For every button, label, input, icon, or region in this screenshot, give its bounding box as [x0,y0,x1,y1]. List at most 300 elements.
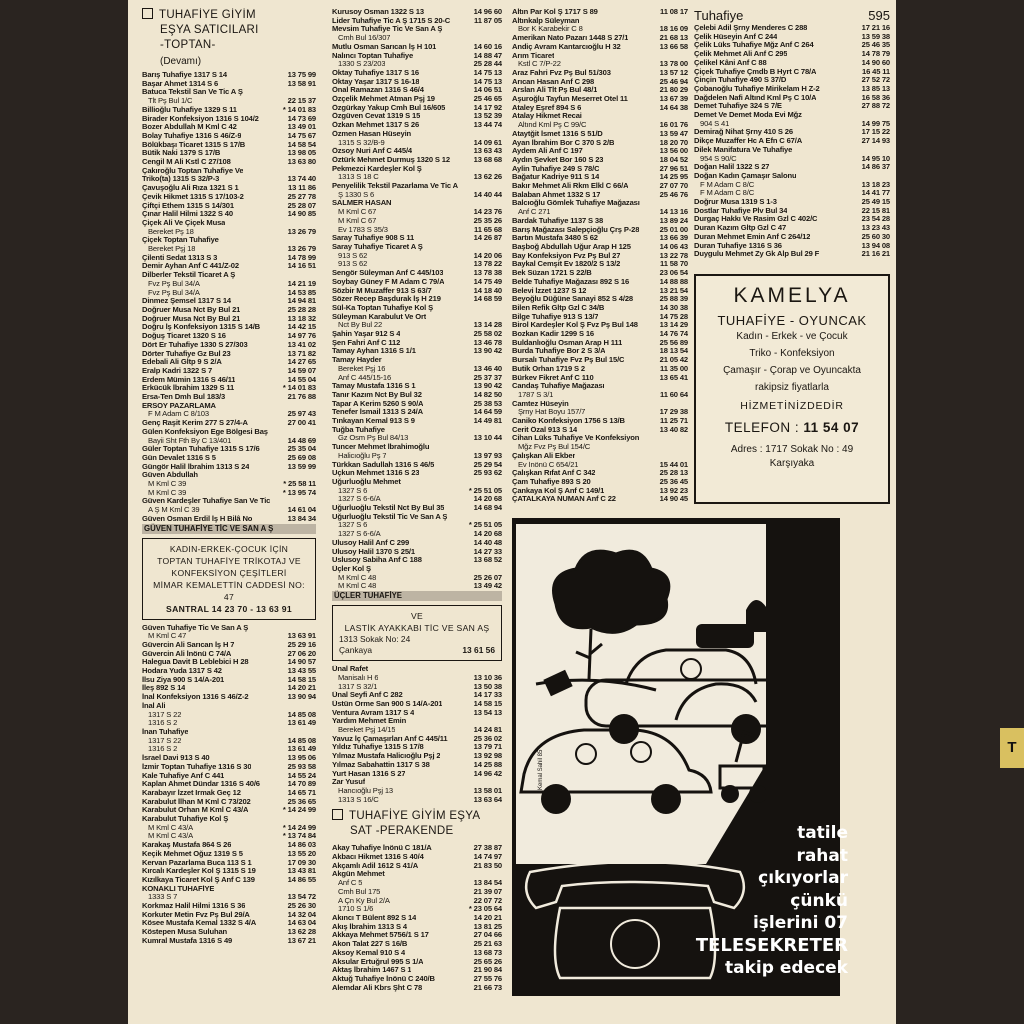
listing-name: Soybay Güney F M Adam C 79/A [332,277,445,286]
listing-phone: 13 89 24 [659,215,688,225]
listing-name: 1327 S 6 [338,521,368,530]
listing-name: F M Adam C 8/C [700,180,755,189]
listing-phone: 14 70 89 [287,779,316,789]
listing-entry [512,434,688,443]
listing-phone: 25 46 76 [659,189,688,199]
listing-name: Gülen Konfeksiyon Ege Bölgesi Baş [142,427,268,436]
listing-entry [694,120,890,129]
listing-name: Aktaş İbrahim 1467 S 1 [332,966,412,975]
listing-phone: 25 56 89 [659,337,688,347]
ad-service: HİZMETİNİZDEDİR [740,400,844,412]
running-header [694,8,890,23]
ad-phone: 13 61 56 [462,645,495,656]
listing-name: Duran Tuhafiye 1316 S 36 [694,241,782,250]
listing-entry [142,806,316,815]
listing-phone: 21 80 29 [659,85,688,95]
listing-entry [142,719,316,728]
listing-name: Zar Yusuf [332,778,366,787]
listing-phone: 13 92 23 [659,485,688,495]
listing-name: Karabulut Tuhafiye Kol Ş [142,815,229,824]
listing-name: Alemdar Ali Kbrs Şht C 78 [332,983,423,992]
listing-phone: 13 44 74 [473,120,502,130]
listing-name: Camtez Hüseyin [512,399,569,408]
listing-phone: 11 65 68 [474,224,502,234]
listing-phone: 13 40 82 [659,424,688,434]
listing-entry [694,111,890,120]
section-title-line: EŞYA SATICILARI [160,24,259,36]
listing-phone: 14 73 69 [287,113,316,123]
listing-name: Fvz Pş Bul 34/A [148,279,200,288]
listing-phone: 27 96 51 [659,163,688,173]
listing-phone: 25 26 30 [287,901,316,911]
listing-name: M Kml C 48 [338,573,377,582]
listing-phone: 25 93 62 [473,468,502,478]
listing-phone: 14 64 59 [473,407,502,417]
listing-name: Doğrur Musa 1319 S 1-3 [694,198,777,207]
listing-entry [694,102,890,111]
listing-phone: 22 07 72 [473,895,502,905]
listing-phone: 27 07 70 [659,181,688,191]
listing-name: Bardak Tuhafiye 1137 S 38 [512,216,604,225]
listing-name: Anf C 271 [518,208,551,217]
listing-phone: 16 58 36 [861,92,890,102]
listing-name: Genç Raşit Kerim 277 S 27/4-A [142,419,248,428]
listing-name: Doğruer Musa Nct By Bul 21 [142,305,241,314]
listing-phone: 14 68 94 [473,503,502,513]
listing-name: Billioğlu Tuhafiye 1329 S 11 [142,105,237,114]
listing-entry [694,146,890,155]
display-ad-ucler [332,605,502,661]
listing-phone: 13 59 47 [659,128,688,138]
artist-signature: Kemal Sahil 85 [538,749,544,790]
listing-phone: 17 09 30 [287,857,316,867]
listing-phone: 25 28 13 [659,468,688,478]
listing-phone: 25 49 15 [861,197,890,207]
listing-phone: 14 94 81 [287,296,316,306]
listing-name: SALMER HASAN [332,199,392,208]
listing-name: 1313 S 18 C [338,173,379,182]
listing-phone: 18 16 09 [659,24,688,34]
listing-phone: 13 52 39 [473,111,502,121]
listing-phone: 14 90 45 [659,494,688,504]
listing-name: Doğan Kadın Çamaşır Salonu [694,171,797,180]
listing-phone: 25 36 02 [473,733,502,743]
listing-entry [142,262,316,271]
listing-entry [332,796,502,805]
listing-band: ÜÇLER TUHAFİYE [332,591,502,601]
listing-entry [332,556,502,565]
listing-name: Tamay Hayder [332,356,382,365]
listing-phone: 13 43 81 [287,866,316,876]
listing-phone: 13 71 82 [287,348,316,358]
listing-phone: 14 53 85 [287,287,316,297]
listing-entry [332,434,502,443]
listing-name: Tuncer Mehmet İbrahimoğlu [332,443,430,452]
listing-name: Özsoy Nuri Anf C 445/4 [332,147,412,156]
listing-list [332,8,502,591]
listing-name: Akçamlı Adil 1612 S 41/A [332,861,419,870]
listing-name: Tanır Kazım Nct By Bul 32 [332,390,422,399]
listing-name: Durgaç Hakkı Ve Rasim Gzl C 402/C [694,215,818,224]
listing-phone: 25 97 43 [287,409,316,419]
listing-phone: 25 26 07 [473,572,502,582]
listing-name: Akkaya Mehmet 5756/1 S 17 [332,931,429,940]
listing-phone: 14 27 65 [287,357,316,367]
listing-name: Ventura Avram 1317 S 4 [332,708,415,717]
listing-name: 913 S 62 [338,251,368,260]
listing-entry [694,76,890,85]
listing-name: 1333 S 7 [148,893,178,902]
display-ad-guven [142,538,316,620]
listing-name: Arslan Ali Tlt Pş Bul 48/1 [512,86,598,95]
listing-name: Kervan Pazarlama Buca 113 S 1 [142,858,252,867]
listing-entry [142,210,316,219]
listing-name: Atalay Hikmet Recai [512,112,582,121]
listing-phone: 13 49 01 [287,122,316,132]
listing-name: Cmh Bul 16/307 [338,34,391,43]
listing-entry [694,242,890,251]
listing-name: Çam Tuhafiye 893 S 20 [512,477,591,486]
listing-entry [142,80,316,89]
listing-name: 1316 S 2 [148,745,178,754]
listing-phone: 13 81 25 [473,921,502,931]
listing-name: 1327 S 6 [338,486,368,495]
listing-phone: 21 68 13 [659,33,688,43]
listing-phone: 13 22 78 [659,250,688,260]
listing-name: Çalışkan Ali Ekber [512,451,576,460]
listing-name: Çelikel Kâni Anf C 88 [694,58,767,67]
listing-phone: 14 75 67 [287,130,316,140]
wheel-icon [721,785,739,803]
listing-name: Dilberler Tekstil Ticaret A Ş [142,271,236,280]
listing-phone: 25 58 02 [473,329,502,339]
listing-phone: 14 88 47 [473,50,502,60]
listing-phone: 14 20 68 [473,529,502,539]
listing-phone: 13 21 54 [659,285,688,295]
listing-phone: 14 82 50 [473,389,502,399]
listing-name: Ev İnönü C 654/21 [518,460,579,469]
listing-phone: 11 87 05 [474,15,502,25]
listing-name: Kaplan Ahmet Dündar 1316 S 40/6 [142,780,260,789]
listing-name: Bay Konfeksiyon Fvz Pş Bul 27 [512,251,621,260]
listing-name: M Kml C 67 [338,216,377,225]
listing-phone: 14 27 33 [473,546,502,556]
cartoon-cars-illustration [516,524,766,864]
listing-name: Dikçe Muzaffer Hc A Efn C 67/A [694,137,803,146]
listing-phone: 14 58 54 [287,139,316,149]
listing-name: Ş 1330 S 6 [338,190,375,199]
listing-list [142,71,316,524]
listing-name: Yılmaz Mustafa Halicıoğlu Pşj 2 [332,752,441,761]
listing-name: Uslusoy Sabiha Anf C 188 [332,556,422,565]
listing-phone: 14 20 06 [473,250,502,260]
listing-phone: 14 41 77 [861,188,890,198]
listing-phone: 13 75 99 [287,70,316,79]
ad-line: LASTİK AYAKKABI TİC VE SAN AŞ [344,623,490,634]
telesekreter-slogan [668,822,848,980]
listing-name: M Kml C 39 [148,480,187,489]
listing-name: Aksular Ertuğrul 995 S 1/A [332,957,424,966]
listing-phone: 14 23 76 [473,207,502,217]
listing-entry [512,495,688,504]
listing-phone: 13 58 91 [287,78,316,88]
listing-name: Tamay Mustafa 1316 S 1 [332,382,416,391]
listing-entry [694,85,890,94]
listing-phone: 13 41 02 [287,339,316,349]
listing-name: Candaş Tuhafiye Mağazası [512,382,605,391]
listing-entry [694,128,890,137]
listing-name: Özgüven Cevat 1319 S 15 [332,112,421,121]
listing-phone: 11 35 00 [660,363,688,373]
listing-phone: 21 83 50 [473,860,502,870]
listing-name: Güler Toptan Tuhafiye 1315 S 17/6 [142,445,260,454]
listing-name: Akay Tuhafiye İnönü C 181/A [332,844,432,853]
listing-entry [512,374,688,383]
listing-name: Oktay Tuhafiye 1317 S 16 [332,68,420,77]
listing-name: Çobanoğlu Tuhafiye Mirikelam H Z-2 [694,84,820,93]
listing-name: Demirağ Nihat Şrny 410 S 26 [694,128,793,137]
listing-name: Çelik Lüks Tuhafiye Mğz Anf C 264 [694,41,814,50]
slogan-line: takip edecek [725,958,848,978]
listing-name: Akış İbrahim 1313 S 4 [332,922,407,931]
listing-name: Bakır Mehmet Ali Rkm Elkl C 66/A [512,182,629,191]
listing-phone: 18 20 70 [659,137,688,147]
kamelya-ad [694,274,890,504]
listing-name: Kstl C 7/P-22 [518,60,561,69]
slogan-line: tatile [797,823,848,843]
listing-name: Mutlu Osman Sarıcan İş H 101 [332,42,437,51]
listing-phone: 13 59 38 [861,31,890,41]
listing-phone: 13 95 06 [287,753,316,763]
listing-name: İnan Tuhafiye [142,728,189,736]
listing-entry [332,770,502,779]
listing-name: Dostlar Tuhafiye Plv Bul 34 [694,206,788,215]
section-subtitle: SAT -PERAKENDE [350,825,454,838]
listing-phone: 14 86 55 [287,874,316,884]
listing-phone: 14 25 95 [659,172,688,182]
listing-phone: 13 78 22 [473,259,502,269]
ad-phone: TELEFON : 11 54 07 [724,420,860,435]
listing-phone: 14 40 48 [473,537,502,547]
listing-phone: 13 61 49 [287,718,316,728]
listing-name: Bolay Tuhafiye 1316 S 46/Z-9 [142,131,242,140]
listing-name: Çinçin Tuhafiye 490 S 37/D [694,76,787,85]
listing-name: Uğurluoğlu Tekstil Nct By Bul 35 [332,504,445,513]
listing-name: 1315 S 32/B-9 [338,138,385,147]
listing-name: Çevik Hikmet 1315 S 17/103-2 [142,192,244,201]
listing-name: Mğz Fvz Pş Bul 154/C [518,443,591,452]
listing-phone: 14 75 13 [473,76,502,86]
listing-phone: 14 21 19 [287,278,316,288]
listing-phone: 17 15 22 [861,127,890,137]
listing-phone: 27 06 20 [287,648,316,658]
listing-name: Dağdelen Nafi Altınd Kml Pş C 10/A [694,93,817,102]
listing-entry [142,419,316,428]
ad-line: VE [410,611,424,622]
listing-name: Karakaş Mustafa 864 S 26 [142,841,232,850]
listing-name: Çakıroğlu Toptan Tuhafiye Ve [142,166,244,175]
ad-subtitle: TUHAFİYE - OYUNCAK [717,313,867,328]
listing-name: Nct By Bul 22 [338,321,383,330]
listing-name: 1313 S 16/C [338,795,379,804]
listing-name: M Kml C 39 [148,488,187,497]
listing-name: Çelik Hüseyin Anf C 244 [694,32,778,41]
listing-name: Saray Tuhafiye 908 S 11 [332,234,415,243]
listing-phone: 25 35 04 [287,444,316,454]
listing-name: 1327 S 6-6/A [338,530,381,539]
listing-name: Bereket Pşj 14/15 [338,726,396,735]
listing-name: Keçik Mehmet Oğuz 1319 S 5 [142,849,243,858]
listing-phone: * 25 51 05 [468,485,502,495]
listing-phone: 16 45 11 [862,66,890,76]
listing-name: Bereket Pşj 16 [338,364,386,373]
listing-phone: 13 18 23 [861,179,890,189]
listing-phone: 13 62 26 [473,172,502,182]
listing-phone: 13 54 72 [287,892,316,902]
listing-name: Bürkev Fikret Anf C 110 [512,373,594,382]
listing-name: Süleyman Karabulut Ve Ort [332,312,427,321]
listing-phone: 13 78 38 [473,268,502,278]
listing-name: 954 S 90/C [700,154,737,163]
listing-phone: 13 62 28 [287,927,316,937]
listing-entry [332,173,502,182]
listing-phone: 13 78 00 [659,59,688,69]
listing-name: Saray Tuhafiye Ticaret A Ş [332,242,423,251]
listing-name: Tapar A Kerim 5260 S 90/A [332,399,424,408]
listing-phone: 14 75 28 [659,311,688,321]
listing-name: A Çn Ky Bul 2/A [338,896,390,905]
listing-phone: 14 74 97 [473,852,502,862]
listing-name: Altın Par Kol Ş 1717 S 89 [512,8,598,16]
listing-phone: * 14 24 99 [282,805,316,815]
listing-name: KONAKLI TUHAFİYE [142,884,215,893]
running-head: Tuhafiye [694,8,744,23]
listing-phone: 13 94 08 [861,240,890,250]
listing-name: Anf C 5 [338,879,363,888]
listing-phone: 14 18 40 [473,285,502,295]
listing-phone: 14 90 85 [287,209,316,219]
listing-name: Şrny Hat Boyu 157/7 [518,408,586,417]
listing-name: Ünal Seyfi Anf C 282 [332,691,403,700]
listing-phone: 25 46 94 [659,76,688,86]
listing-phone: 14 96 42 [473,768,502,778]
listing-name: 1317 S 22 [148,710,182,719]
listing-name: Dinmez Şemsel 1317 S 14 [142,297,231,306]
listing-entry [512,391,688,400]
listing-phone: 14 78 99 [287,252,316,262]
listing-name: Ataley Eşref 894 S 6 [512,103,582,112]
listing-phone: 27 38 87 [473,843,502,853]
listing-phone: 13 63 64 [473,794,502,804]
listing-phone: 21 16 21 [861,249,890,259]
listing-phone: 13 84 34 [287,513,316,523]
listing-phone: * 23 05 64 [468,904,502,914]
listing-name: Ayan İbrahim Bor C 370 S 2/B [512,138,615,147]
listing-name: Çınar Halil Hilmi 1322 S 40 [142,210,233,219]
listing-phone: * 14 01 83 [282,104,316,114]
listing-name: Çiçek Ali Ve Çiçek Musa [142,218,226,227]
listing-name: Manisalı H 6 [338,673,379,682]
listing-phone: 25 37 37 [473,372,502,382]
listing-phone: 14 17 92 [473,102,502,112]
listing-name: Ersa-Ten Dmh Bul 183/3 [142,393,226,402]
listing-name: 1787 S 3/1 [518,390,554,399]
listing-name: Güvercin Ali İnönü C 74/A [142,649,232,658]
listing-entry [512,443,688,452]
listing-name: Dörter Tuhafiye Gz Bul 23 [142,349,231,358]
listing-entry [332,25,502,34]
listing-phone: 25 29 16 [287,639,316,649]
index-tab[interactable]: T [1000,728,1024,768]
listing-name: M Kml C 47 [148,632,187,641]
listing-phone: * 13 74 84 [282,831,316,841]
listing-name: Özçelik Mehmet Atman Pşj 19 [332,95,435,104]
listing-phone: 25 27 78 [287,191,316,201]
listing-phone: 18 04 52 [659,154,688,164]
listing-phone: 11 25 71 [660,416,688,426]
listing-entry [332,191,502,200]
listing-name: Demet Ve Demet Moda Evi Mğz [694,111,802,120]
listing-entry [694,137,890,146]
listing-name: Kumral Mustafa 1316 S 49 [142,936,233,945]
listing-phone: 14 95 10 [861,153,890,163]
listing-phone: 14 76 74 [659,329,688,339]
column-3 [512,8,688,504]
listing-name: F M Adam C 8/C [700,189,755,198]
listing-entry [512,43,688,52]
listing-name: 1316 S 2 [148,719,178,728]
listing-name: Cengil M Ali Kstl C 27/108 [142,158,231,167]
listing-name: Duran Kazım Gltp Gzl C 47 [694,224,787,233]
listing-name: Balaban Ahmet 1332 S 17 [512,190,601,199]
listing-name: İleş 892 S 14 [142,684,186,693]
slogan-line: çünkü [790,890,848,911]
listing-name: Butik Orhan 1719 S 2 [512,364,585,373]
listing-phone: 14 75 13 [473,67,502,77]
listing-name: Doğan Halil 1322 S 27 [694,163,770,172]
listing-phone: 14 16 51 [287,261,316,271]
listing-name: Arım Ticaret [512,51,555,60]
listing-phone: 14 99 75 [861,118,890,128]
listing-name: Baykal Cemşit Ev 1820/2 S 13/2 [512,260,621,269]
listing-name: İsrael Davi 913 S 40 [142,754,210,763]
listing-phone: 14 55 24 [287,770,316,780]
column-1 [142,8,316,946]
listing-name: Köstepen Musa Suluhan [142,928,228,937]
listing-entry [332,304,502,313]
ad-district: Çankaya [339,645,373,656]
listing-phone: 14 09 61 [473,137,502,147]
listing-phone: 14 06 43 [659,241,688,251]
listing-name: Beyoğlu Düğüne Sanayi 852 S 4/28 [512,295,633,304]
listing-phone: 14 13 16 [659,207,688,217]
listing-name: F M Adam C 8/103 [148,410,209,419]
listing-phone: 14 85 08 [287,709,316,719]
listing-name: Dilek Manifatura Ve Tuhafiye [694,145,793,154]
listing-name: 1317 S 22 [148,736,182,745]
listing-phone: 14 64 38 [659,102,688,112]
slogan-line: işlerini 07 [752,913,848,933]
listing-name: Doğuş Ticaret 1320 S 16 [142,332,226,341]
listing-phone: 25 46 65 [473,94,502,104]
listing-name: Ulusoy Halil Anf C 299 [332,538,410,547]
ad-line: rakipsiz fiyatlarla [755,382,829,393]
listing-name: Kızılkaya Ticaret Kol Ş Anf C 139 [142,875,255,884]
ad-line: TOPTAN TUHAFİYE TRİKOTAJ VE [157,555,301,566]
listing-phone: * 25 51 05 [468,520,502,530]
listing-name: Özmen Hasan Hüseyin [332,129,412,138]
listing-name: Bilge Tuhafiye 913 S 13/7 [512,312,599,321]
